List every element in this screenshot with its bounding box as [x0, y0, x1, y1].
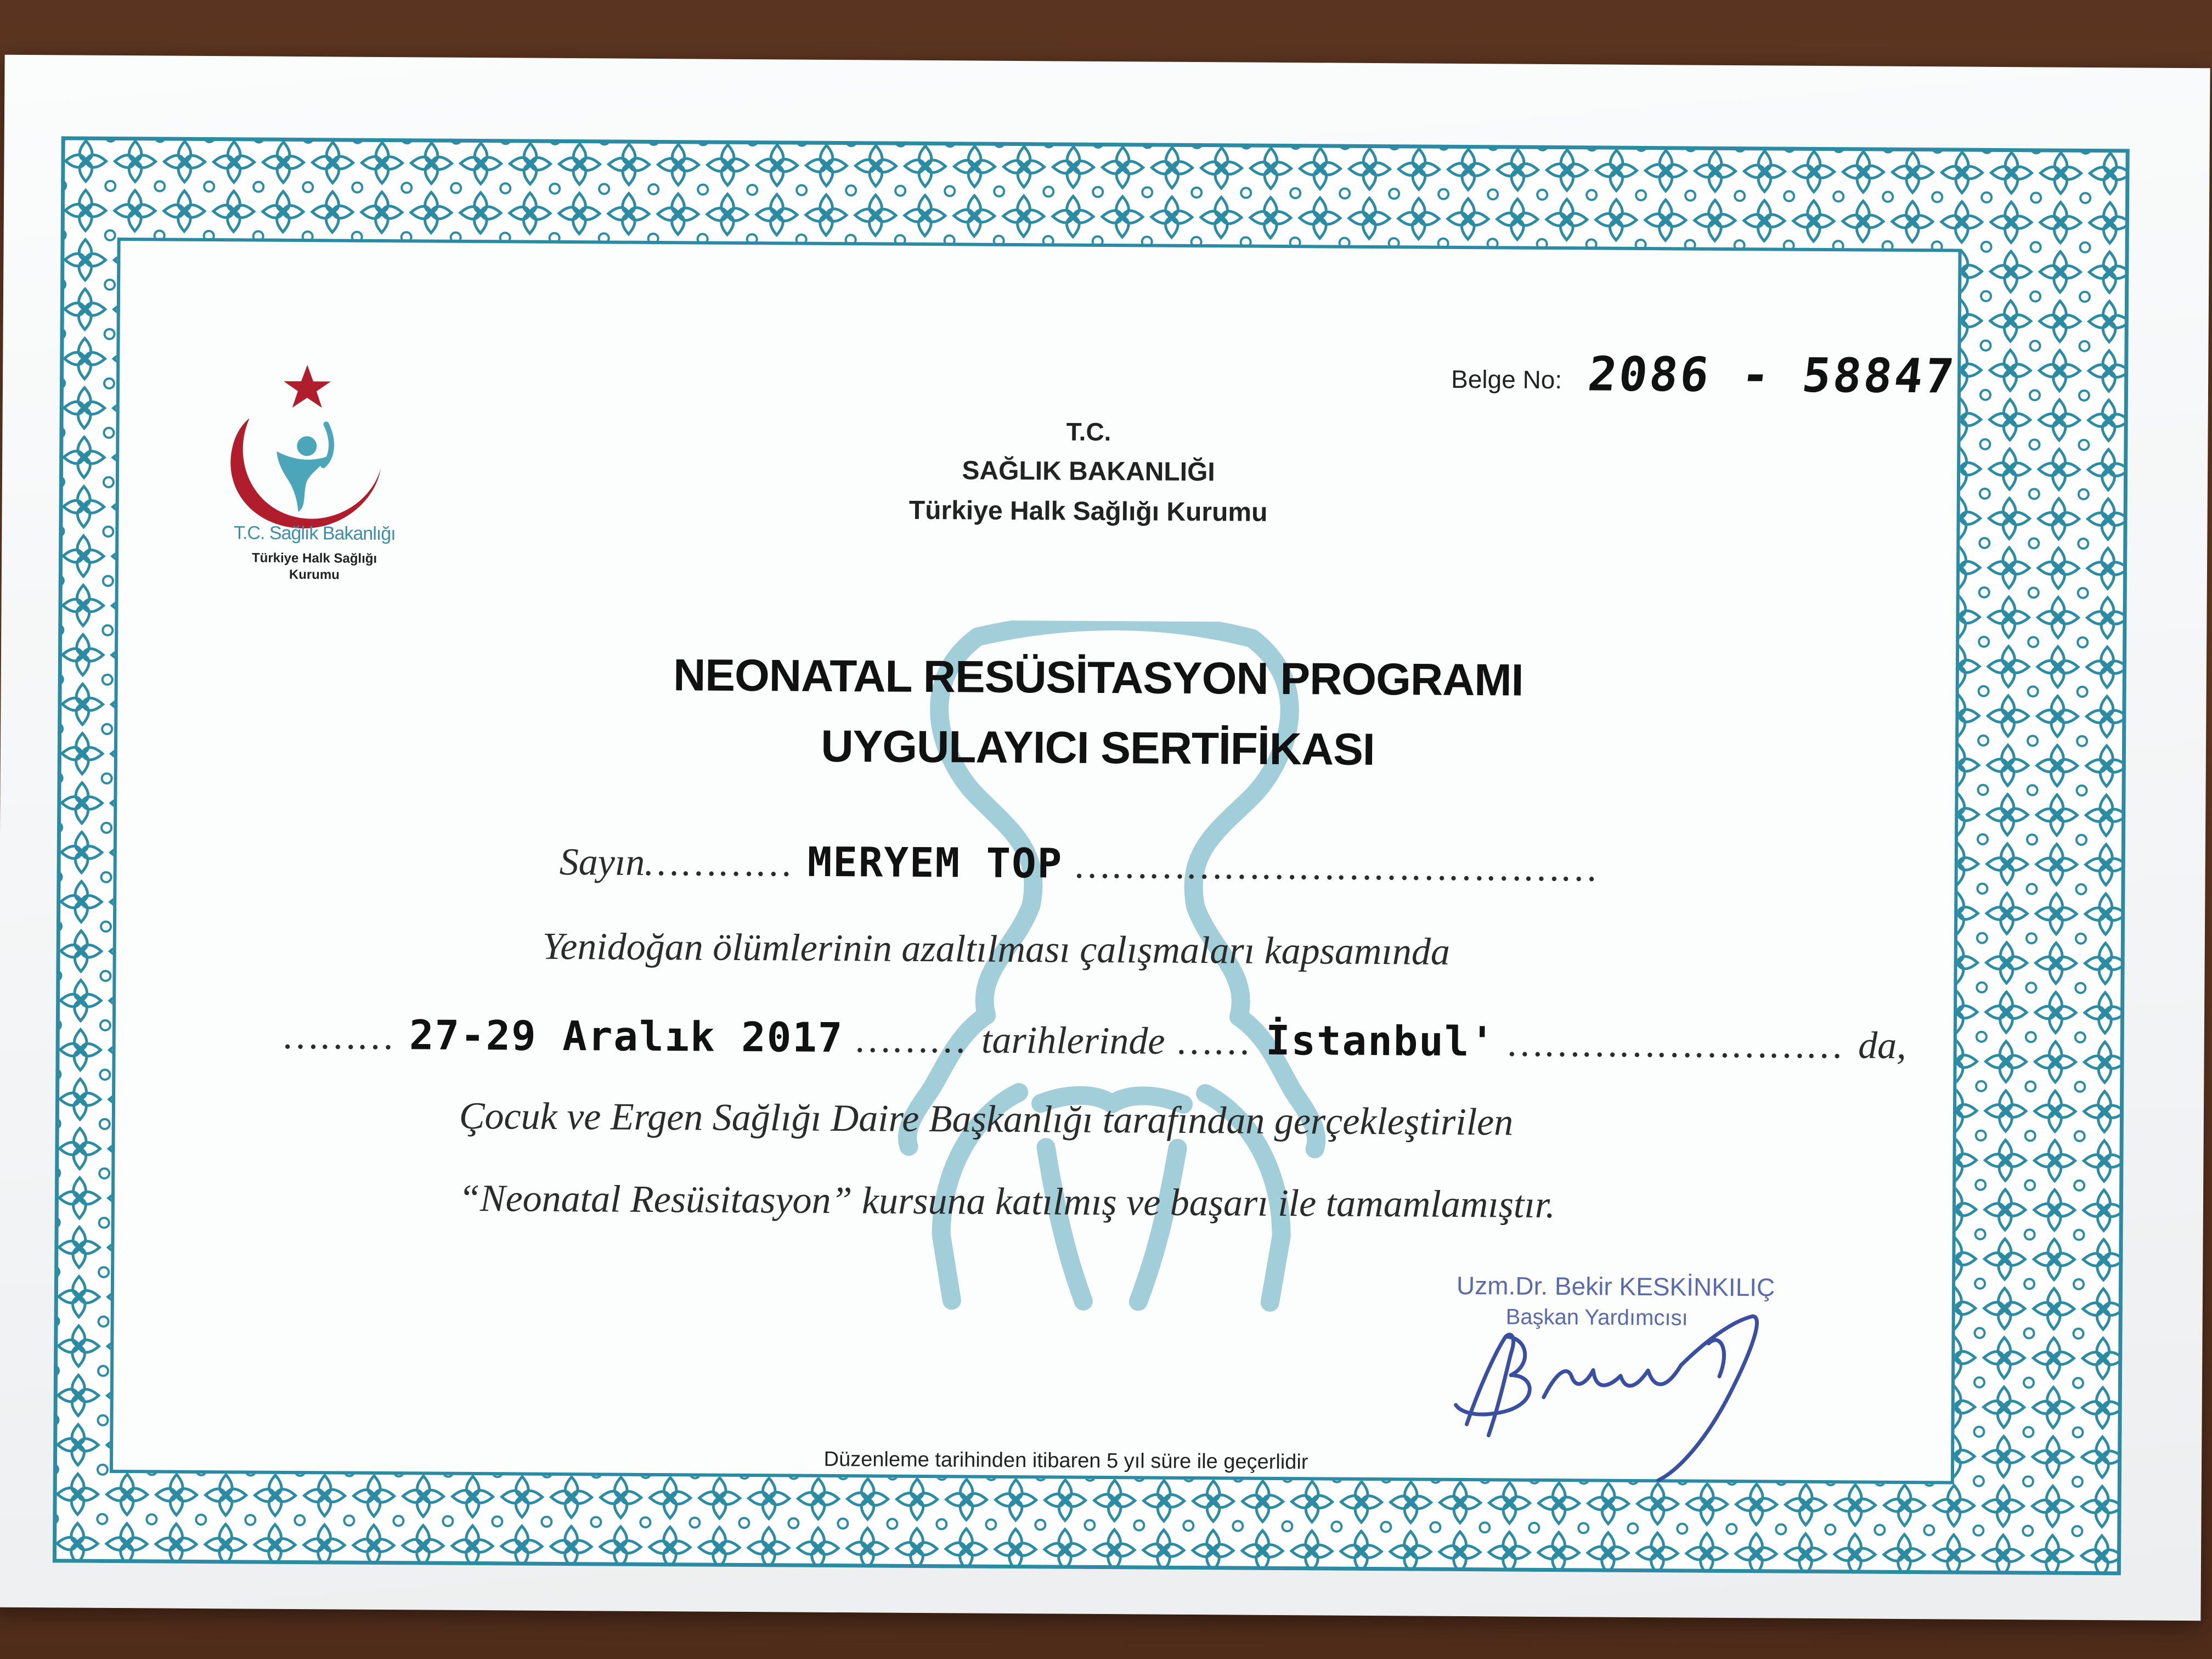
recipient-name: MERYEM TOP	[807, 838, 1063, 888]
header-tc: T.C.	[1066, 417, 1111, 447]
course-dates: 27-29 Aralık 2017	[409, 1012, 844, 1062]
title-line-2: UYGULAYICI SERTİFİKASI	[821, 721, 1375, 775]
header-ministry: SAĞLIK BAKANLIĞI	[962, 456, 1215, 487]
header-institution: Türkiye Halk Sağlığı Kurumu	[909, 495, 1268, 527]
document-number-value: 2086 - 58847	[1585, 347, 1959, 404]
signatory-title: Başkan Yardımcısı	[1505, 1305, 1688, 1330]
logo-institution-line1: Türkiye Halk Sağlığı	[251, 550, 377, 566]
logo-institution-name	[205, 550, 424, 584]
completion-line: “Neonatal Resüsitasyon” kursuna katılmış ve başarı ile tamamlamıştır.	[458, 1177, 1556, 1227]
dot-leader: ………	[843, 1018, 982, 1062]
course-location: İstanbul'	[1265, 1017, 1496, 1066]
dot-leader: ………	[284, 1014, 410, 1058]
certificate-title	[549, 640, 1647, 787]
dot-leader: ……	[1165, 1020, 1266, 1063]
department-line: Çocuk ve Ergen Sağlığı Daire Başkanlığı tarafından gerçekleştirilen	[459, 1094, 1514, 1144]
dot-leader: …………	[645, 841, 808, 885]
recipient-line	[559, 837, 1600, 891]
handwritten-signature	[1444, 1282, 1786, 1492]
logo-institution-line2: Kurumu	[289, 567, 340, 583]
dot-leader: ………………………	[1495, 1022, 1859, 1067]
document-number-label: Belge No:	[1451, 364, 1562, 394]
tarihlerinde-label: tarihlerinde	[981, 1019, 1165, 1063]
signatory-name: Uzm.Dr. Bekir KESKİNKILIÇ	[1456, 1271, 1775, 1302]
logo-ministry-name: T.C. Sağlık Bakanlığı	[233, 522, 396, 545]
dot-leader: ……………………………………	[1062, 844, 1600, 890]
sayin-label: Sayın	[559, 840, 645, 884]
title-line-1: NEONATAL RESÜSİTASYON PROGRAMI	[673, 650, 1523, 706]
certificate-paper	[0, 55, 2210, 1621]
validity-note: Düzenleme tarihinden itibaren 5 yıl süre ile geçerlidir	[823, 1447, 1308, 1474]
da-suffix: da,	[1858, 1024, 1906, 1067]
issuer-header	[825, 411, 1352, 533]
scope-line: Yenidoğan ölümlerinin azaltılması çalışmaları kapsamında	[542, 925, 1451, 973]
date-location-line	[284, 1011, 1906, 1068]
